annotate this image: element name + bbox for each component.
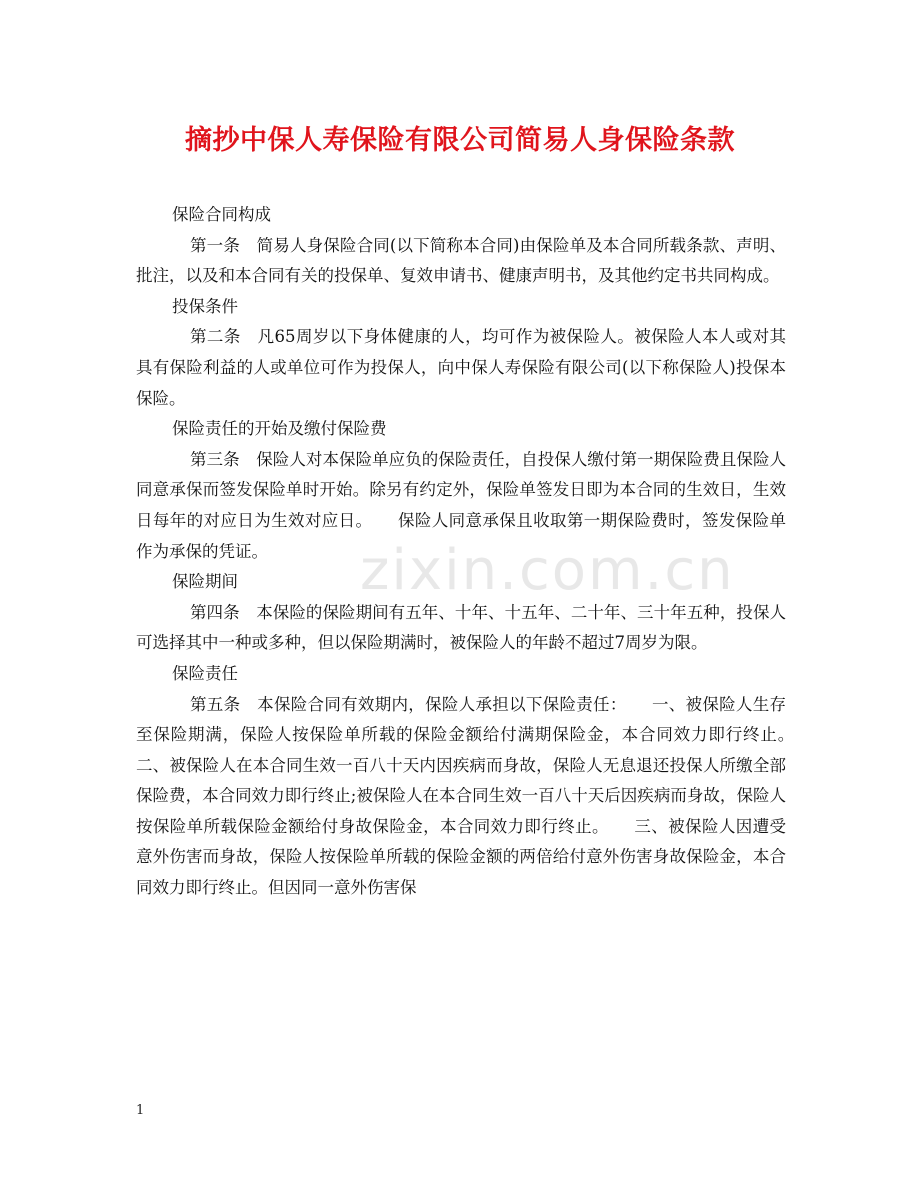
section-heading-insurance-liability: 保险责任 <box>172 663 238 683</box>
article-5-paragraph: 第五条 本保险合同有效期内，保险人承担以下保险责任： 一、被保险人生存至保险期满，保险人按保险单所载的保险金额给付满期保险金，本合同效力即行终止。 二、被保险人在本合同生效一百八十天内因疾病而身故，保险人无息退还投保人所缴全部保险费，本合同效力即行终止;被保险人在本合同生效一百八十天后因疾病而身故，保险人按保险单所载保险金额给付身故保险金，本合同效力即行终止。 三、被保险人因遭受意外伤害而身故，保险人按保险单所载的保险金额的两倍给付意外伤害身故保险金，本合同效力即行终止。但因同一意外伤害保 <box>136 694 819 898</box>
section-heading-coverage-start: 保险责任的开始及缴付保险费 <box>172 419 387 439</box>
article-2-paragraph: 第二条 凡65周岁以下身体健康的人，均可作为被保险人。被保险人本人或对其具有保险利益的人或单位可作为投保人，向中保人寿保险有限公司(以下称保险人)投保本保险。 <box>136 327 786 408</box>
page-number: 1 <box>136 1103 145 1118</box>
section-heading-eligibility: 投保条件 <box>172 296 238 316</box>
article-4-paragraph: 第四条 本保险的保险期间有五年、十年、十五年、二十年、三十年五种，投保人可选择其中一种或多种，但以保险期满时，被保险人的年龄不超过7周岁为限。 <box>136 602 786 653</box>
watermark: zixin.com.cn <box>360 538 735 603</box>
section-heading-contract-composition: 保险合同构成 <box>172 205 271 224</box>
article-3-paragraph: 第三条 保险人对本保险单应负的保险责任，自投保人缴付第一期保险费且保险人同意承保而签发保险单时开始。除另有约定外，保险单签发日即为本合同的生效日，生效日每年的对应日为生效对应日。 保险人同意承保且收取第一期保险费时，签发保险单作为承保的凭证。 <box>136 449 786 561</box>
document-title: 摘抄中保人寿保险有限公司简易人身保险条款 <box>185 125 735 156</box>
document-body <box>136 200 819 904</box>
section-heading-insurance-period: 保险期间 <box>172 572 238 592</box>
article-1-paragraph: 第一条 简易人身保险合同(以下简称本合同)由保险单及本合同所载条款、声明、批注，以及和本合同有关的投保单、复效申请书、健康声明书，及其他约定书共同构成。 <box>136 235 786 286</box>
